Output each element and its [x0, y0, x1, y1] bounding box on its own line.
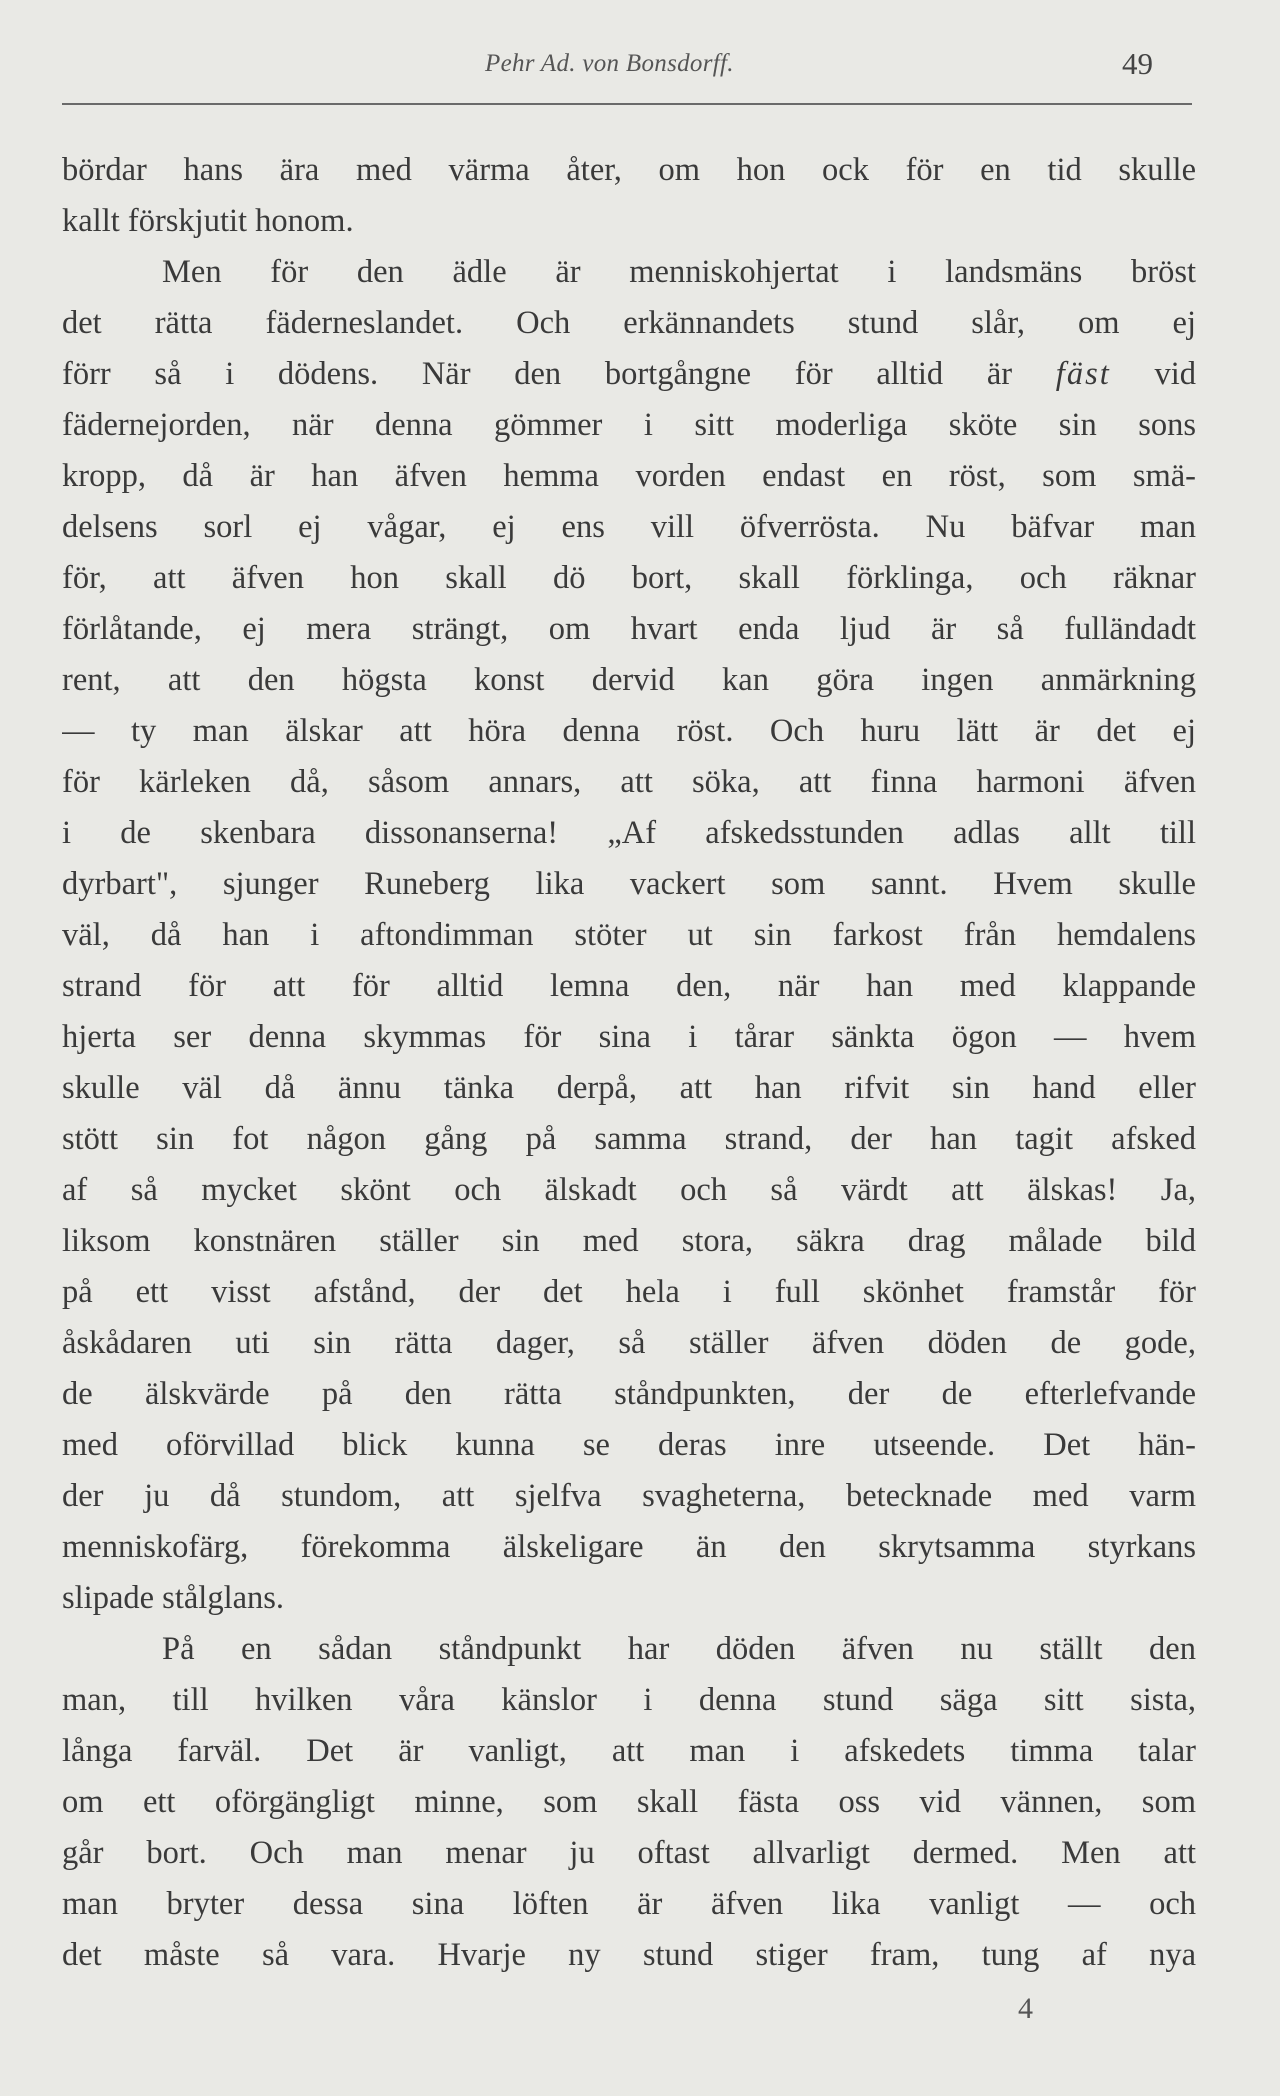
text-line: för, att äfven hon skall dö bort, skall förklinga, och räknar — [62, 560, 1196, 596]
text-line: det rätta fäderneslandet. Och erkännandets stund slår, om ej — [62, 305, 1196, 341]
text-line: slipade stålglans. — [62, 1580, 285, 1616]
text-line: bördar hans ära med värma åter, om hon ock för en tid skulle — [62, 152, 1196, 188]
text-line: strand för att för alltid lemna den, när han med klappande — [62, 968, 1196, 1004]
emphasized-word: fäst — [1055, 356, 1111, 392]
text-line: — ty man älskar att höra denna röst. Och huru lätt är det ej — [62, 713, 1196, 749]
text-line: dyrbart", sjunger Runeberg lika vackert som sannt. Hvem skulle — [62, 866, 1196, 902]
text-line: Men för den ädle är menniskohjertat i landsmäns bröst — [162, 254, 1196, 290]
text-line: På en sådan ståndpunkt har döden äfven nu ställt den — [162, 1631, 1196, 1667]
text-line: om ett oförgängligt minne, som skall fästa oss vid vännen, som — [62, 1784, 1196, 1820]
text-line: man, till hvilken våra känslor i denna stund säga sitt sista, — [62, 1682, 1196, 1718]
text-line: fädernejorden, när denna gömmer i sitt moderliga sköte sin sons — [62, 407, 1196, 443]
text-line: menniskofärg, förekomma älskeligare än den skrytsamma styrkans — [62, 1529, 1196, 1565]
text-line: förlåtande, ej mera strängt, om hvart enda ljud är så fulländadt — [62, 611, 1196, 647]
text-segment: förr så i dödens. När den bortgångne för alltid är — [62, 356, 1013, 392]
running-head — [0, 44, 1280, 84]
text-line: skulle väl då ännu tänka derpå, att han rifvit sin hand eller — [62, 1070, 1196, 1106]
text-line: delsens sorl ej vågar, ej ens vill öfverrösta. Nu bäfvar man — [62, 509, 1196, 545]
text-line: väl, då han i aftondimman stöter ut sin farkost från hemdalens — [62, 917, 1196, 953]
text-line — [62, 349, 1196, 400]
text-line: långa farväl. Det är vanligt, att man i afskedets timma talar — [62, 1733, 1196, 1769]
text-line: de älskvärde på den rätta ståndpunkten, der de efterlefvande — [62, 1376, 1196, 1412]
text-line: går bort. Och man menar ju oftast allvarligt dermed. Men att — [62, 1835, 1196, 1871]
text-line: kallt förskjutit honom. — [62, 203, 354, 239]
text-line: det måste så vara. Hvarje ny stund stiger fram, tung af nya — [62, 1937, 1196, 1973]
text-line: med oförvillad blick kunna se deras inre utseende. Det hän- — [62, 1427, 1196, 1463]
text-line: hjerta ser denna skymmas för sina i tårar sänkta ögon — hvem — [62, 1019, 1196, 1055]
text-line: liksom konstnären ställer sin med stora, säkra drag målade bild — [62, 1223, 1196, 1259]
text-segment: vid — [1154, 356, 1196, 392]
text-line: i de skenbara dissonanserna! „Af afskedsstunden adlas allt till — [62, 815, 1196, 851]
header-rule — [62, 103, 1192, 105]
text-line: på ett visst afstånd, der det hela i full skönhet framstår för — [62, 1274, 1196, 1310]
signature-mark: 4 — [1018, 1992, 1033, 2025]
text-line: man bryter dessa sina löften är äfven lika vanligt — och — [62, 1886, 1196, 1922]
text-line: stött sin fot någon gång på samma strand, der han tagit afsked — [62, 1121, 1196, 1157]
running-title: Pehr Ad. von Bonsdorff. — [485, 50, 734, 77]
text-line: för kärleken då, såsom annars, att söka, att finna harmoni äfven — [62, 764, 1196, 800]
text-line: kropp, då är han äfven hemma vorden endast en röst, som smä- — [62, 458, 1196, 494]
text-line: af så mycket skönt och älskadt och så värdt att älskas! Ja, — [62, 1172, 1196, 1208]
text-line: der ju då stundom, att sjelfva svagheterna, betecknade med varm — [62, 1478, 1196, 1514]
page-number: 49 — [1122, 46, 1153, 81]
body-text — [62, 145, 1196, 1981]
text-line: åskådaren uti sin rätta dager, så ställer äfven döden de gode, — [62, 1325, 1196, 1361]
text-line: rent, att den högsta konst dervid kan göra ingen anmärkning — [62, 662, 1196, 698]
